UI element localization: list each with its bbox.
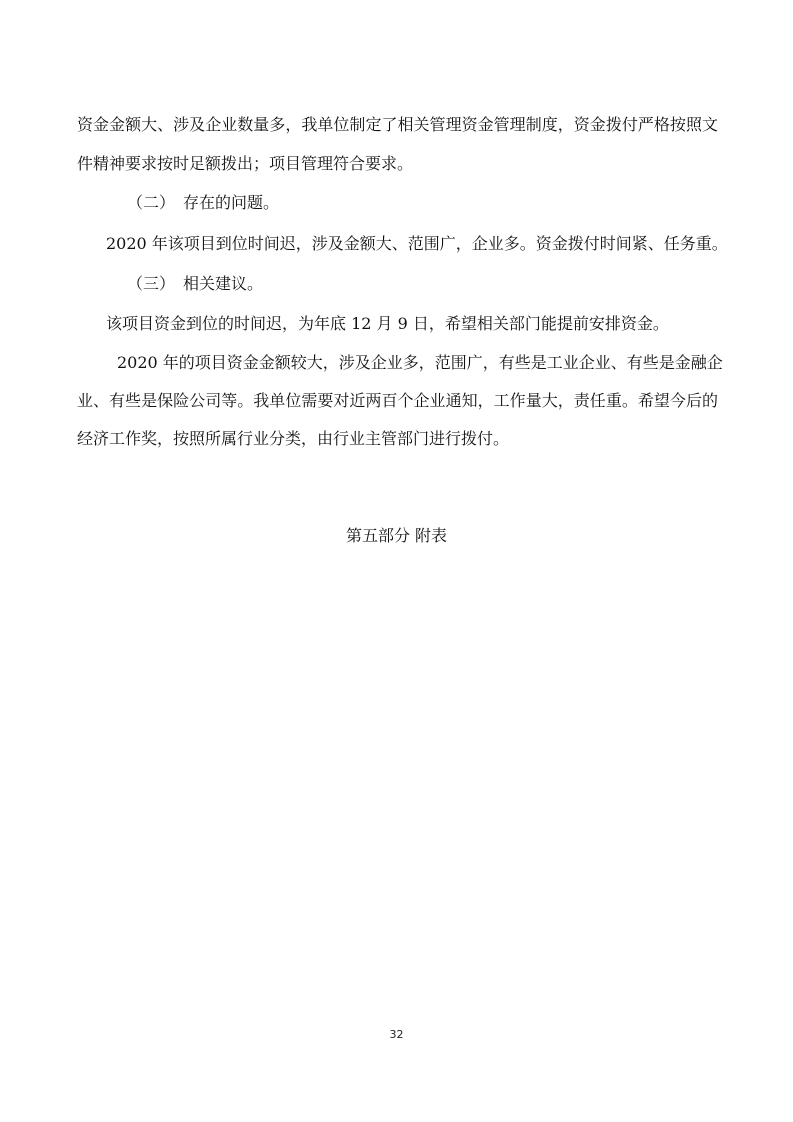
paragraph-4-line-1: 2020 年的项目资金金额较大，涉及企业多，范围广，有些是工业企业、有些是金融企 [117, 353, 723, 372]
paragraph-4-line-2: 业、有些是保险公司等。我单位需要对近两百个企业通知，工作量大，责任重。希望今后的 [77, 391, 718, 410]
heading-suggestions [127, 274, 263, 294]
heading-suggestions-text: 相关建议。 [183, 274, 264, 293]
paragraph-1-line-1: 资金金额大、涉及企业数量多，我单位制定了相关管理资金管理制度，资金拨付严格按照文 [77, 115, 718, 134]
section-title: 第五部分 附表 [345, 526, 448, 545]
heading-problems [127, 193, 279, 213]
heading-problems-text: 存在的问题。 [183, 193, 280, 212]
paragraph-4-line-3: 经济工作奖，按照所属行业分类，由行业主管部门进行拨付。 [77, 429, 510, 448]
paragraph-3-line-1: 该项目资金到位的时间迟，为年底 12 月 9 日，希望相关部门能提前安排资金。 [106, 314, 669, 333]
paragraph-1-line-2: 件精神要求按时足额拨出；项目管理符合要求。 [77, 154, 414, 173]
heading-problems-number: （二） [127, 193, 176, 212]
heading-suggestions-number: （三） [127, 274, 176, 293]
page-number: 32 [389, 1028, 404, 1041]
paragraph-2-line-1: 2020 年该项目到位时间迟，涉及金额大、范围广，企业多。资金拨付时间紧、任务重。 [106, 234, 728, 253]
